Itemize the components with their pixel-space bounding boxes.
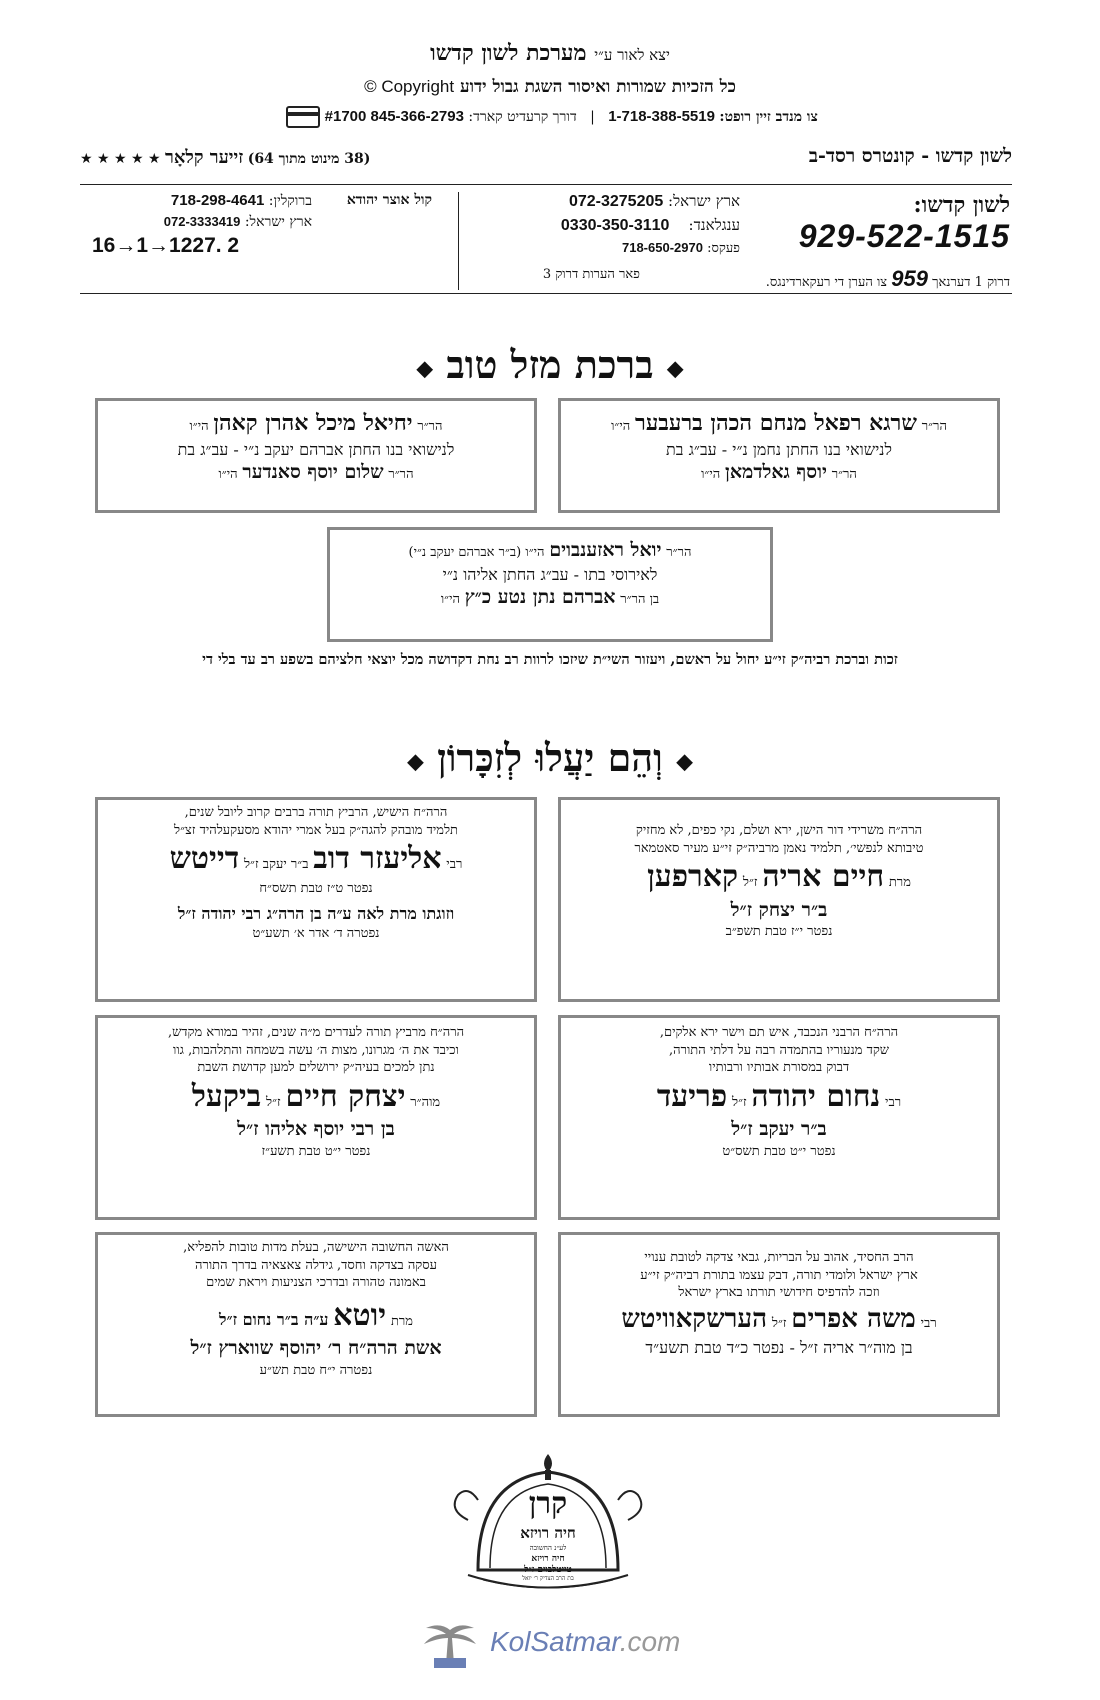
israel-number: 072-3275205	[568, 193, 664, 210]
box-line-2: לנישואי בנו החתן אברהם יעקב נ״י - עב״ג בת	[177, 439, 455, 459]
deceased-surname: פריעד	[656, 1078, 728, 1114]
honorific: ז״ל	[771, 1315, 787, 1331]
father-line: ב״ר יצחק ז״ל	[730, 898, 828, 921]
intro-line: הרה״ח מרביץ תורה לעדרים מ״ה שנים, זהיר במורא מקדש,	[167, 1025, 465, 1040]
series-title: לשון קדשו - קונטרס רסד-ב	[808, 145, 1012, 167]
box-line-1	[561, 409, 997, 439]
israel-row	[569, 192, 740, 211]
publisher-name: מערכת לשון קדשו	[430, 40, 587, 66]
intro-line: נתן למכים בעיה״ק ירושלים למען קדושת השבת	[197, 1060, 435, 1076]
intro-line: וזכה להדפיס חידושי תורתו בארץ ישראל	[678, 1285, 880, 1301]
rights-line	[0, 77, 1100, 97]
name-line	[98, 839, 534, 880]
kol-label: קול אוצר יהודא	[346, 192, 432, 208]
intro-line: טיבותא לנפשי׳, תלמיד נאמן מרביה״ק זי״ע מעיר סאטמאר	[634, 840, 924, 856]
title-prefix: מרת	[888, 875, 911, 891]
logo-small-1: לע״נ החשובה	[529, 1544, 567, 1552]
passing-date: נפטרה י״ח טבת תש״ע	[259, 1362, 373, 1378]
donate-label: צו מנדב זיין רופט:	[719, 109, 818, 125]
deceased-surname: קארפען	[647, 859, 739, 895]
israel2-row	[164, 214, 312, 231]
passing-date: נפטר י״ט טבת תשס״ט	[722, 1143, 836, 1159]
intro-line: וכיבד את ה׳ מגרונו, מצות ה׳ עשה בשמחה והתלהבות, גוו	[173, 1042, 459, 1058]
passing-date: נפטר ט״ז טבת תשס״ח	[259, 880, 373, 896]
father-inline: ב״ר יעקב ז״ל	[243, 857, 309, 873]
series-row	[80, 145, 1012, 171]
records-text: צו הערן די רעקארדינגס.	[765, 275, 888, 290]
intro-line: ארץ ישראל ולומדי תורה, דבק עצמו בתורת רביה״ק זי״ע	[640, 1267, 918, 1283]
yizkor-title-text: וְהֵם יַעֲלוּ לְזִכָּרוֹן	[437, 735, 663, 780]
husband-line: אשת הרה״ח ר׳ יהוסף שווארץ ז״ל	[190, 1337, 442, 1360]
kolsatmar-watermark[interactable]	[420, 1620, 700, 1670]
copyright-text: Copyright ©	[364, 77, 455, 96]
intro-line: עסקה בצדקה וחסד, גידלה צאצאיה בדרך התורה	[194, 1257, 438, 1273]
memorial-box-hershkowitz	[558, 1232, 1000, 1417]
blessing-line: זכות וברכת רביה״ק זי״ע יחול על ראשם, ויעזור השי״ת שיזכו לרוות רב נחת דקדושה מכל יוצאי חלציהם בשפע רב עד בלי די	[202, 651, 898, 668]
rights-text: כל הזכיות שמורות ואיסור השגת גבול ידוע	[460, 77, 736, 97]
main-phone-number: 929-522-1515	[798, 218, 1010, 254]
box-line-3	[561, 460, 997, 486]
memorial-box-fried	[558, 1015, 1000, 1220]
site-tld[interactable]: .com	[619, 1626, 681, 1657]
memorial-box-bickel	[95, 1015, 537, 1220]
speaker-quality: זייער קלאָר	[165, 147, 244, 168]
wife-line: וזוגתו מרת לאה ע״ה בן הרה״ג רבי יהודה ז״ל	[177, 904, 455, 924]
title-prefix: רבי	[885, 1094, 902, 1110]
keren-chaya-roiza-logo	[448, 1450, 648, 1605]
title-suffix: הי״ו	[611, 419, 631, 434]
bullet-icon: ◆	[676, 748, 694, 775]
donate-line	[0, 106, 1100, 128]
england-number: 0330-350-3110	[560, 217, 670, 234]
logo-small-2: חיה רויזא	[531, 1554, 565, 1564]
title-prefix: הר״ר	[388, 467, 414, 483]
box-line-3	[330, 585, 770, 611]
speaker-info	[80, 147, 370, 168]
records-row	[680, 266, 1010, 291]
credit-label: דורך קרעדיט קארד:	[468, 109, 577, 125]
title-suffix: הי״ו	[440, 592, 460, 608]
deceased-surname: הערשקאוויטש	[621, 1303, 768, 1334]
israel2-label: ארץ ישראל:	[244, 214, 312, 230]
intro-line: באמונה טהורה ובדרכי הצניעות ויראת שמים	[206, 1275, 426, 1291]
name-line	[98, 1296, 534, 1337]
duration: (38 מינוט מתוך 64)	[247, 151, 371, 167]
brooklyn-label: ברוקלין:	[268, 193, 312, 209]
kol-otzar-block	[92, 192, 432, 262]
bullet-icon: ◆	[416, 355, 434, 382]
title-suffix: הי״ו (ב״ר אברהם יעקב נ״י)	[408, 545, 545, 560]
menu-path: 16→1→1227. 2	[92, 234, 240, 257]
palm-tree-icon	[420, 1620, 480, 1670]
deceased-name: משה אפרים	[791, 1303, 916, 1334]
press-one: דרוק 1 דערנאך	[932, 275, 1010, 290]
intro-line: הרב החסיד, אהוב על הבריות, גבאי צדקה לטובת ענויי	[644, 1250, 914, 1265]
brooklyn-row	[171, 192, 312, 210]
yizkor-title	[0, 735, 1100, 781]
fax-label: פעקס:	[707, 241, 740, 256]
father-line: בן רבי יוסף אליהו ז״ל	[237, 1118, 395, 1141]
deceased-name: חיים אריה	[762, 859, 885, 895]
england-row	[561, 216, 740, 235]
title-prefix: מרת	[390, 1313, 413, 1329]
deceased-surname: דייטש	[169, 841, 240, 877]
box-line-1	[98, 409, 534, 439]
notes-row	[460, 266, 640, 288]
honorific: ז״ל	[266, 1094, 281, 1110]
box-line-1	[330, 538, 770, 564]
intro-line: הרה״ח הישיש, הרביץ תורה ברבים קרוב ליובל שנים,	[184, 805, 448, 820]
divider-vertical-1	[458, 192, 459, 290]
england-label: ענגלאנד:	[688, 216, 740, 234]
publisher-prefix: יצא לאור ע״י	[594, 46, 670, 64]
title-prefix: הר״ר	[921, 419, 947, 434]
kolsatmar-text[interactable]	[490, 1626, 680, 1658]
intro-line: שקד מנעוריו בהתמדה רבה על דלתי התורה,	[668, 1042, 890, 1058]
deceased-name: יצחק חיים	[285, 1078, 406, 1114]
deceased-surname: ביקעל	[191, 1078, 262, 1114]
name-line	[98, 1077, 534, 1118]
title-prefix: רבי	[920, 1315, 937, 1331]
donate-phone: 1-718-388-5519	[608, 108, 715, 125]
wife-passing-date: נפטרה ד׳ אדר א׳ תשע״ט	[252, 925, 380, 941]
name-line	[561, 1077, 997, 1118]
intro-line: הרה״ח משרידי דור הישן, ירא ושלם, נקי כפים, לא מחזיק	[635, 823, 923, 838]
brooklyn-number: 718-298-4641	[170, 192, 265, 209]
honorific: ז״ל	[731, 1094, 747, 1110]
inlaw-name: יוסף גאלדמאן	[725, 461, 827, 484]
honoree-name: יחיאל מיכל אהרן קאהן	[213, 410, 413, 436]
credit-phone: 845-366-2793 #1700	[324, 108, 464, 125]
site-name[interactable]: KolSatmar	[490, 1626, 620, 1657]
father-line: ב״ר יעקב ז״ל	[731, 1118, 827, 1141]
title-prefix: רבי	[446, 857, 463, 873]
memorial-box-karpen	[558, 797, 1000, 1002]
father-inline: ע״ה ב״ר נחום ז״ל	[219, 1309, 329, 1329]
israel2-number: 072-3333419	[163, 214, 241, 229]
deceased-name: אליעזר דוב	[313, 841, 442, 877]
israel-label: ארץ ישראל:	[668, 192, 740, 210]
mazal-tov-box-1	[558, 398, 1000, 513]
divider-bottom	[80, 293, 1012, 294]
title-suffix: הי״ו	[701, 467, 721, 483]
title-prefix: בן הר״ר	[620, 592, 660, 608]
deceased-name: נחום יהודה	[751, 1078, 881, 1114]
inlaw-name: אברהם נתן נטע כ״ץ	[464, 586, 616, 609]
title-prefix: הר״ר	[417, 419, 443, 434]
box-line-2: לנישואי בנו החתן נחמן נ״י - עב״ג בת	[666, 439, 892, 459]
code-959: 959	[891, 266, 928, 291]
rating-stars: ★ ★ ★ ★ ★	[80, 151, 161, 167]
mazal-tov-box-2	[95, 398, 537, 513]
fax-row	[622, 240, 740, 256]
mazal-tov-box-3	[327, 527, 773, 642]
passing-date: נפטר י״ז טבת תשפ״ב	[725, 924, 833, 940]
name-line	[561, 1302, 997, 1337]
mazal-tov-title-text: ברכת מזל טוב	[446, 342, 654, 387]
inlaw-name: שלום יוסף סאנדער	[242, 461, 384, 484]
bullet-icon: ◆	[666, 355, 684, 382]
main-phone-label: לשון קדשו:	[913, 192, 1010, 218]
logo-line2: חיה רויזא	[520, 1524, 576, 1542]
credit-card-icon	[286, 106, 320, 128]
logo-small-4: בת הרב הצדיק ר׳ יואל	[522, 1575, 574, 1582]
box-line-2: לאירוסי בתו - עב״ג החתן אליהו נ״י	[442, 564, 658, 584]
notes-text: פאר הערות דרוק 3	[542, 267, 640, 282]
box-line-3	[98, 460, 534, 486]
bullet-icon: ◆	[406, 748, 424, 775]
intl-phones-block	[460, 192, 740, 262]
mazal-tov-title	[0, 342, 1100, 388]
title-suffix: הי״ו	[218, 467, 238, 483]
memorial-box-schwartz	[95, 1232, 537, 1417]
logo-small-3: טייטלבוים ז״ל	[524, 1565, 572, 1575]
honoree-name: יואל ראזענבוים	[549, 539, 662, 561]
intro-line: האשה החשובה הישישה, בעלת מדות טובות להפליא,	[183, 1240, 449, 1255]
title-suffix: הי״ו	[189, 419, 209, 434]
separator: |	[590, 109, 595, 125]
logo-big-text: קרן	[528, 1486, 568, 1521]
memorial-box-deutsch	[95, 797, 537, 1002]
divider-top	[80, 184, 1012, 185]
name-line	[561, 857, 997, 898]
publisher-line	[0, 40, 1100, 66]
deceased-name: יוטא	[333, 1297, 387, 1333]
father-line: בן מוה״ר אריה ז״ל - נפטר כ״ד טבת תשע״ד	[645, 1337, 913, 1357]
intro-line: הרה״ח הרבני הנכבד, איש תם וישר ירא אלקים,	[659, 1025, 899, 1040]
title-prefix: הר״ר	[666, 545, 692, 560]
intro-line: תלמיד מובהק להגה״ק בעל אמרי יהודא מסעקעלהיד זצ״ל	[174, 822, 458, 838]
passing-date: נפטר י״ט טבת תשע״ז	[261, 1143, 371, 1159]
honorific: ז״ל	[742, 875, 758, 891]
title-prefix: הר״ר	[831, 467, 857, 483]
honoree-name: שרגא רפאל מנחם הכהן ברעבער	[635, 410, 917, 436]
title-prefix: מוה״ר	[410, 1094, 441, 1110]
fax-number: 718-650-2970	[621, 240, 703, 255]
intro-line: דבוק במסורת אבותיו ורבותיו	[708, 1060, 850, 1076]
